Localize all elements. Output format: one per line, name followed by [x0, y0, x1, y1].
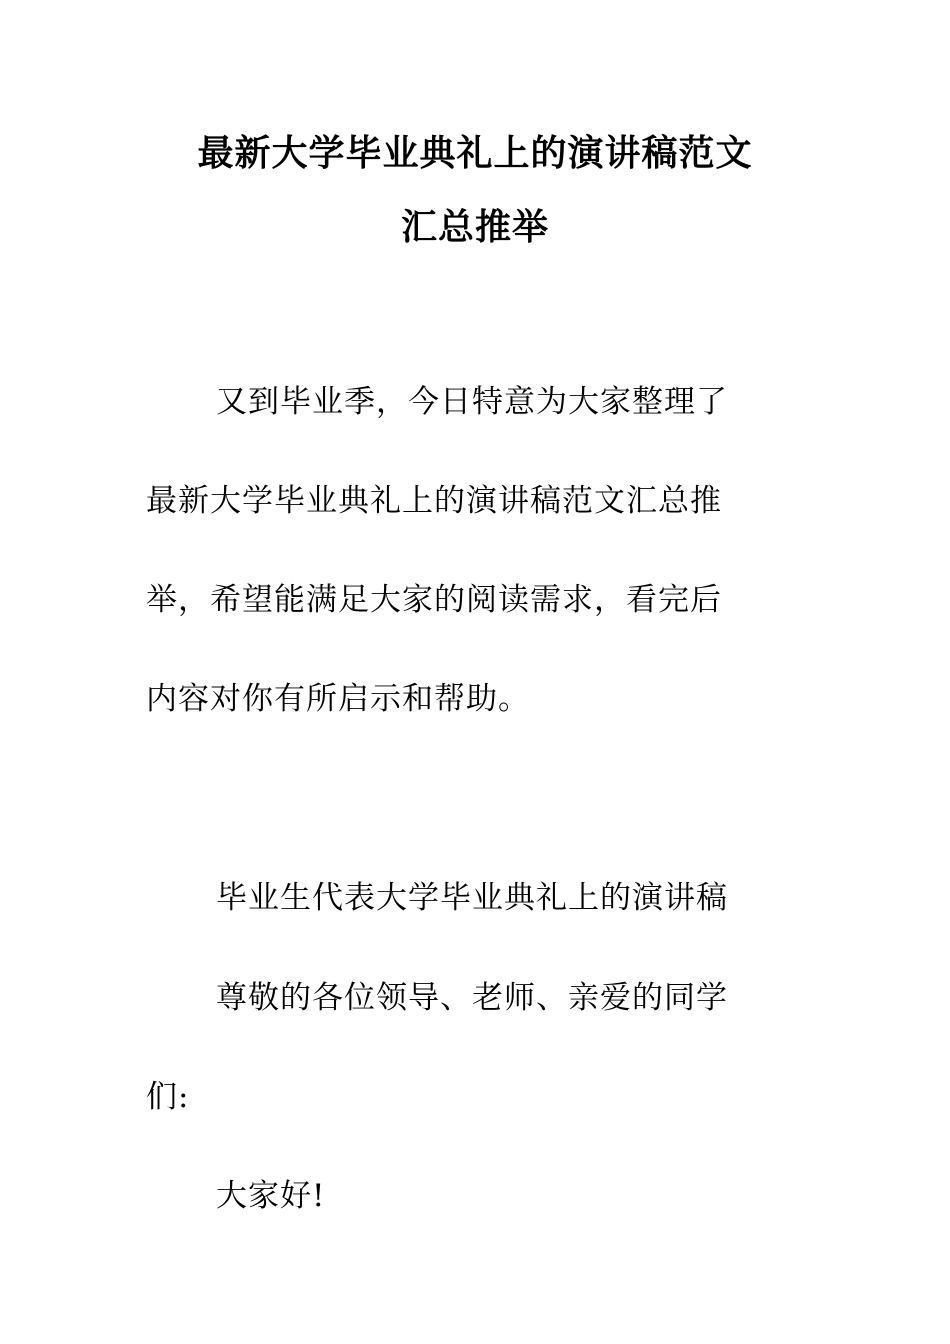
document-title-line-2: 汇总推举: [400, 207, 549, 248]
greeting-line: 大家好!: [216, 1178, 326, 1214]
salutation-line-1: 尊敬的各位领导、老师、亲爱的同学: [216, 980, 728, 1016]
intro-line-3: 举，希望能满足大家的阅读需求，看完后: [146, 582, 722, 618]
intro-line-1: 又到毕业季，今日特意为大家整理了: [216, 384, 728, 420]
document-title-line-1: 最新大学毕业典礼上的演讲稿范文: [197, 133, 753, 174]
salutation-line-2: 们:: [146, 1079, 190, 1115]
intro-line-4: 内容对你有所启示和帮助。: [146, 681, 530, 717]
intro-line-2: 最新大学毕业典礼上的演讲稿范文汇总推: [146, 483, 722, 519]
speech-heading: 毕业生代表大学毕业典礼上的演讲稿: [216, 880, 728, 916]
